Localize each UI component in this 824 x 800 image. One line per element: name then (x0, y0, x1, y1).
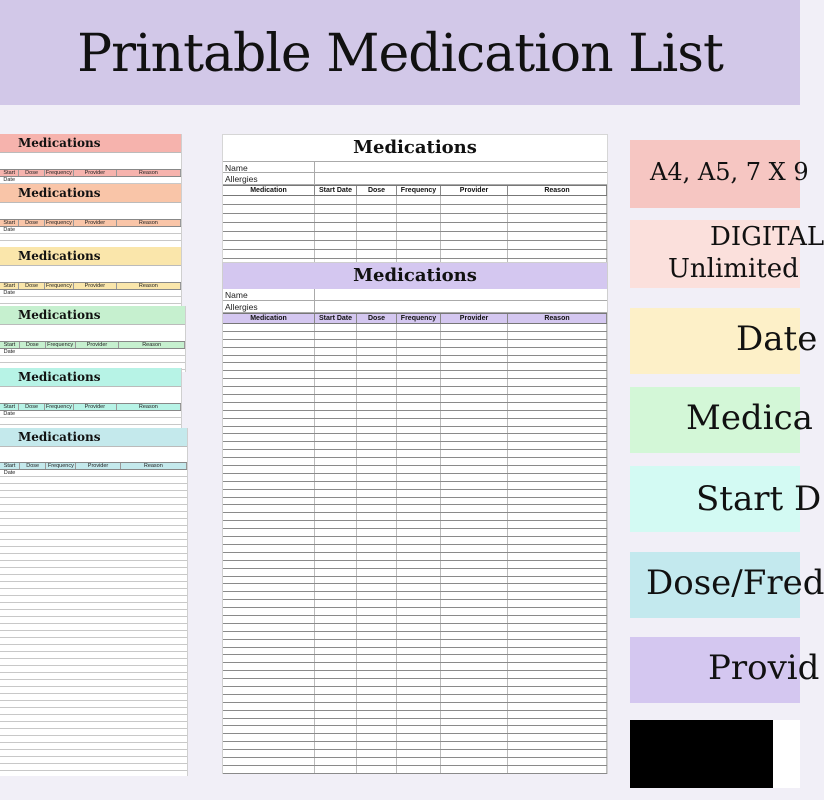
sheet-column-label: Frequency (46, 463, 76, 469)
column-header (223, 185, 607, 196)
sheet-title: Medications (0, 247, 181, 265)
sheet-column-label: Provider (76, 342, 120, 348)
sheet-column-label: Reason (117, 170, 181, 176)
title-banner (0, 0, 800, 105)
sheet-column-label: Dose (20, 342, 46, 348)
tag-medication: Medica (630, 387, 800, 453)
sheet-column-label: Provider (74, 220, 117, 226)
sheet-column-label: Start Date (0, 463, 20, 469)
tag-digital: DIGITAL (710, 222, 824, 252)
sheet-6 (0, 428, 188, 776)
sheet-column-label: Start Date (0, 170, 19, 176)
column-label: Reason (508, 186, 607, 195)
sheet-column-label: Frequency (45, 220, 74, 226)
sheet-column-header (0, 219, 181, 233)
sheet-column-label: Provider (74, 283, 117, 289)
sheet-column-label: Dose (19, 220, 44, 226)
sheet-column-label: Dose (19, 404, 44, 410)
allergies-row (223, 173, 607, 185)
sheet-column-label: Frequency (45, 283, 74, 289)
sheet-column-label: Dose (19, 170, 44, 176)
sheet-column-label: Frequency (45, 404, 74, 410)
sheet-column-label: Reason (119, 342, 185, 348)
sheet-column-label: Start Date (0, 220, 19, 226)
white-swatch (773, 720, 800, 788)
column-label: Start Date (315, 186, 357, 195)
main-sheet-back-title: Medications (353, 137, 477, 158)
name-row (223, 161, 607, 173)
sheet-column-label: Reason (117, 283, 181, 289)
sheet-title: Medications (0, 134, 181, 152)
allergies-label: Allergies (223, 173, 315, 184)
allergies-label: Allergies (223, 301, 315, 312)
column-label: Medication (223, 314, 315, 323)
name-label: Name (223, 162, 315, 172)
sheet-column-label: Reason (117, 220, 181, 226)
sheet-2 (0, 184, 182, 252)
sheet-column-label: Dose (19, 283, 44, 289)
tag-date: Date (630, 308, 800, 374)
column-label: Start Date (315, 314, 357, 323)
name-label: Name (223, 289, 315, 300)
sheet-title: Medications (0, 306, 185, 324)
sheet-title: Medications (0, 184, 181, 202)
sheet-3 (0, 247, 182, 311)
sheet-title: Medications (0, 368, 181, 386)
sheet-column-label: Reason (121, 463, 187, 469)
sheet-column-label: Provider (76, 463, 120, 469)
column-label: Frequency (397, 314, 441, 323)
allergies-row (223, 301, 607, 313)
column-label: Dose (357, 186, 397, 195)
name-row (223, 289, 607, 301)
sheet-column-header (0, 282, 181, 296)
column-label: Dose (357, 314, 397, 323)
sheet-column-label: Start Date (0, 283, 19, 289)
sheet-column-label: Provider (74, 170, 117, 176)
sheet-column-header (0, 341, 185, 355)
tag-unlimited: Unlimited (668, 254, 799, 284)
sheet-column-label: Start Date (0, 404, 19, 410)
sheet-title: Medications (0, 428, 187, 446)
sheet-column-label: Frequency (45, 170, 74, 176)
column-label: Frequency (397, 186, 441, 195)
tag-provider: Provid (630, 637, 800, 703)
sheet-column-label: Dose (20, 463, 46, 469)
sheet-column-header (0, 169, 181, 183)
sheet-column-label: Start Date (0, 342, 20, 348)
sheet-column-header (0, 462, 187, 476)
column-label: Provider (441, 314, 508, 323)
black-swatch (630, 720, 773, 788)
sheet-column-label: Frequency (46, 342, 76, 348)
column-header (223, 313, 607, 324)
table-lines (223, 196, 607, 268)
page-title: Printable Medication List (77, 24, 723, 84)
tag-start-date: Start D (630, 466, 800, 532)
column-label: Medication (223, 186, 315, 195)
sheet-column-label: Provider (74, 404, 117, 410)
sheet-4 (0, 306, 186, 372)
sheet-column-header (0, 403, 181, 417)
column-label: Reason (508, 314, 607, 323)
sheet-5 (0, 368, 182, 430)
main-sheet-title: Medications (223, 263, 607, 289)
column-label: Provider (441, 186, 508, 195)
tag-sizes: A4, A5, 7 X 9 (630, 140, 800, 208)
table-lines (223, 324, 607, 774)
sheet-column-label: Reason (117, 404, 181, 410)
main-sheet (222, 262, 608, 774)
tag-dose-frequency: Dose/Fred (630, 552, 800, 618)
